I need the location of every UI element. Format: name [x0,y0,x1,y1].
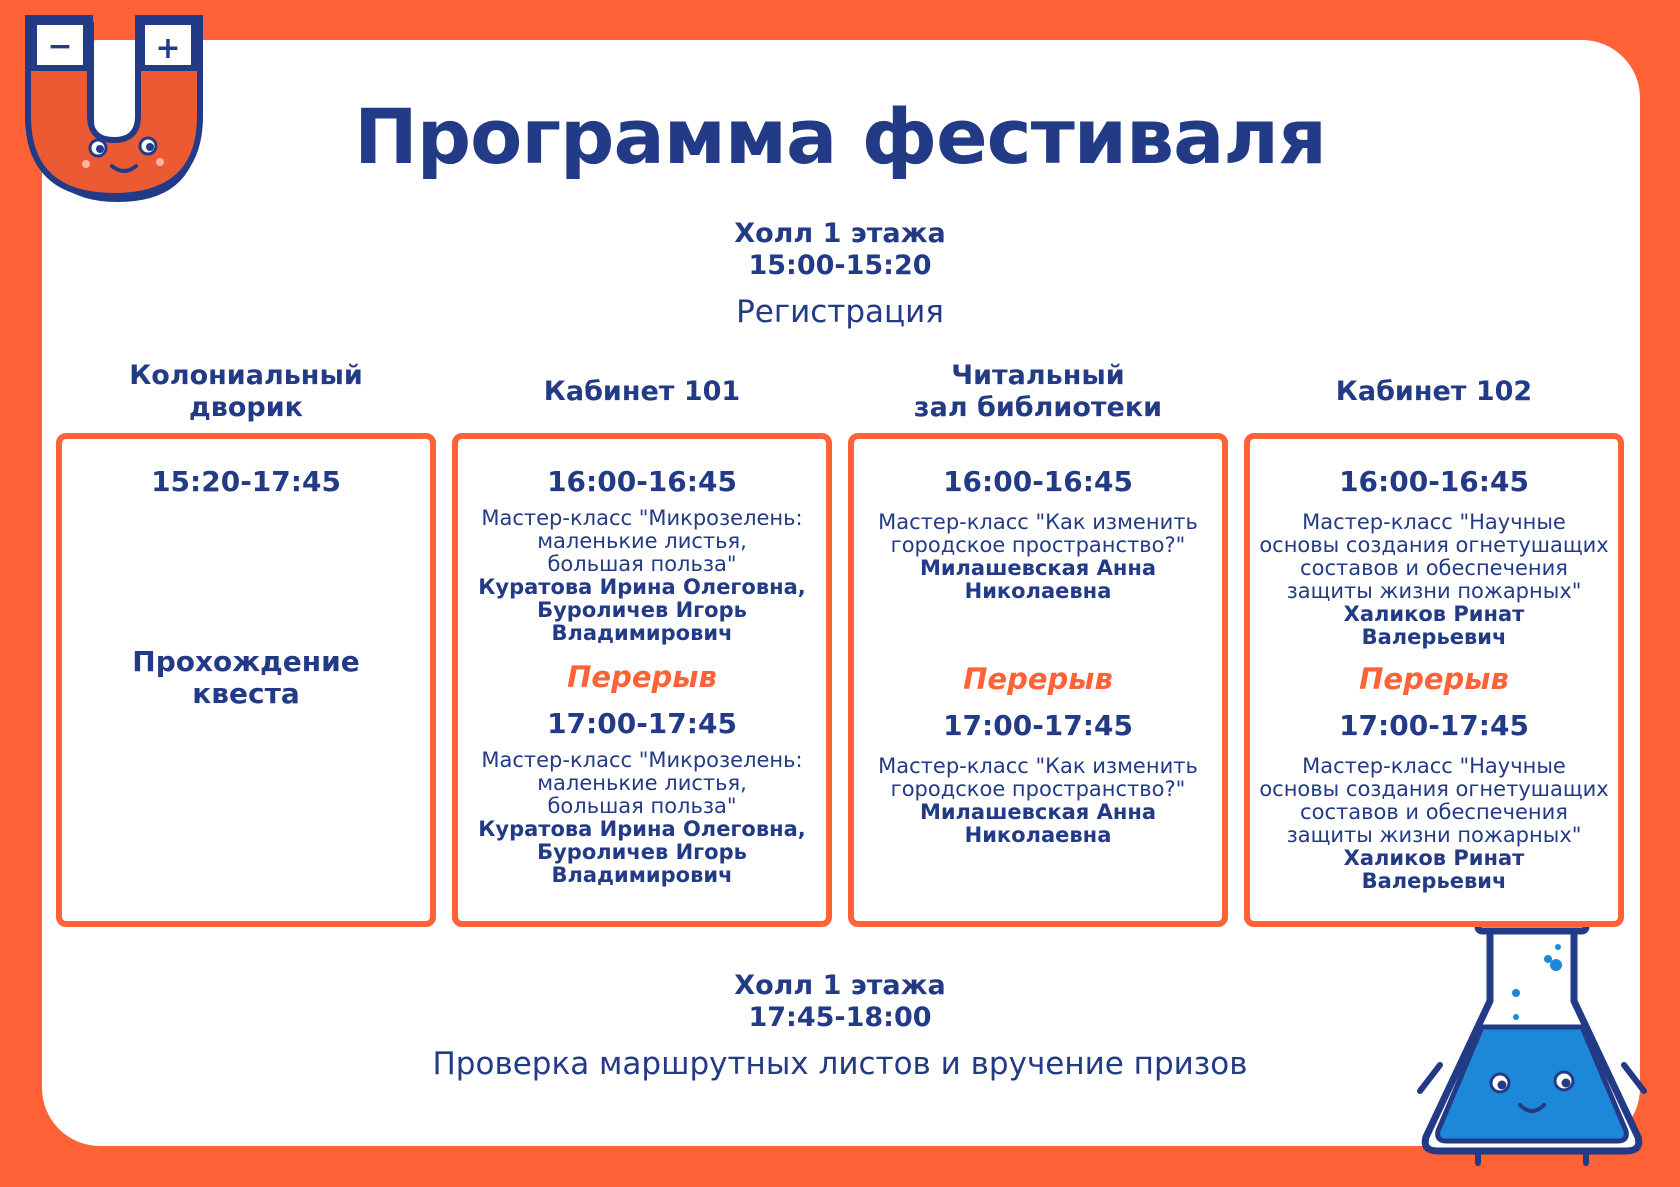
heading-line: Кабинет 101 [543,376,741,407]
slot-desc: основы создания огнетушащих [1259,777,1609,801]
slot-person: Владимирович [551,621,733,645]
slot-desc: городское пространство?" [890,777,1186,801]
slot-time: 17:00-17:45 [943,709,1133,742]
page-title: Программа фестиваля [354,92,1326,181]
slot-person: Валерьевич [1361,869,1507,893]
magnet-plus: + [155,31,181,66]
column-heading-library [850,358,1226,426]
slot-person: Владимирович [551,863,733,887]
awards-time: 17:45-18:00 [748,1002,932,1033]
slot-person: Буроличев Игорь [537,598,747,622]
awards-hall: Холл 1 этажа [734,970,946,1001]
slot-person: Куратова Ирина Олеговна, [478,817,806,841]
slot-time: 17:00-17:45 [1339,709,1529,742]
slot-desc: Мастер-класс "Научные [1302,754,1566,778]
slot-person: Милашевская Анна [919,800,1157,824]
event-line: Прохождение [132,645,360,678]
slot-time: 15:20-17:45 [151,465,341,498]
registration-hall: Холл 1 этажа [734,218,946,249]
slot-person: Валерьевич [1361,625,1507,649]
heading-line: Кабинет 102 [1335,376,1533,407]
column-heading-room-102 [1246,358,1622,426]
slot-desc: составов и обеспечения [1300,800,1568,824]
slot-time: 16:00-16:45 [547,465,737,498]
break-label: Перерыв [1359,662,1509,696]
slot-desc: защиты жизни пожарных" [1286,823,1582,847]
column-heading-room-101 [454,358,830,426]
slot-desc: Мастер-класс "Микрозелень: [481,506,803,530]
schedule-box-room-101 [452,433,832,927]
slot-2 [458,707,826,887]
heading-line: Читальный [951,360,1125,391]
break-label: Перерыв [567,660,717,694]
slot-desc: защиты жизни пожарных" [1286,579,1582,603]
registration-event: Регистрация [736,294,944,330]
heading-line: зал библиотеки [913,392,1163,423]
slot-desc: основы создания огнетушащих [1259,533,1609,557]
magnet-minus: − [47,29,73,64]
registration-time: 15:00-15:20 [748,250,932,281]
slot-time: 16:00-16:45 [943,465,1133,498]
slot-desc: маленькие листья, [537,529,747,553]
slot-person: Халиков Ринат [1343,602,1525,626]
registration-block [0,218,1680,332]
quest-event [62,646,430,710]
slot-2 [1250,709,1618,893]
heading-line: дворик [188,392,303,423]
slot-desc: маленькие листья, [537,771,747,795]
heading-line: Колониальный [129,360,363,391]
slot-person: Буроличев Игорь [537,840,747,864]
slot-desc: Мастер-класс "Научные [1302,510,1566,534]
schedule-box-room-102 [1244,433,1624,927]
awards-event: Проверка маршрутных листов и вручение призов [432,1046,1248,1082]
event-line: квеста [192,677,300,710]
slot-desc: городское пространство?" [890,533,1186,557]
slot-desc: Мастер-класс "Как изменить [878,510,1198,534]
slot-time: 16:00-16:45 [1339,465,1529,498]
slot-desc: Мастер-класс "Микрозелень: [481,748,803,772]
slot-time: 17:00-17:45 [547,707,737,740]
schedule-box-library [848,433,1228,927]
slot-1 [458,465,826,645]
slot-person: Николаевна [964,579,1112,603]
slot-desc: составов и обеспечения [1300,556,1568,580]
slot-desc: большая польза" [547,794,737,818]
slot-person: Халиков Ринат [1343,846,1525,870]
slot-desc: большая польза" [547,552,737,576]
awards-block [0,970,1680,1084]
slot-1 [854,465,1222,603]
column-heading-courtyard [58,358,434,426]
slot-desc: Мастер-класс "Как изменить [878,754,1198,778]
slot-person: Куратова Ирина Олеговна, [478,575,806,599]
schedule-box-courtyard [56,433,436,927]
slot-person: Милашевская Анна [919,556,1157,580]
break-label: Перерыв [963,662,1113,696]
slot-person: Николаевна [964,823,1112,847]
slot-1 [1250,465,1618,649]
slot-2 [854,709,1222,847]
